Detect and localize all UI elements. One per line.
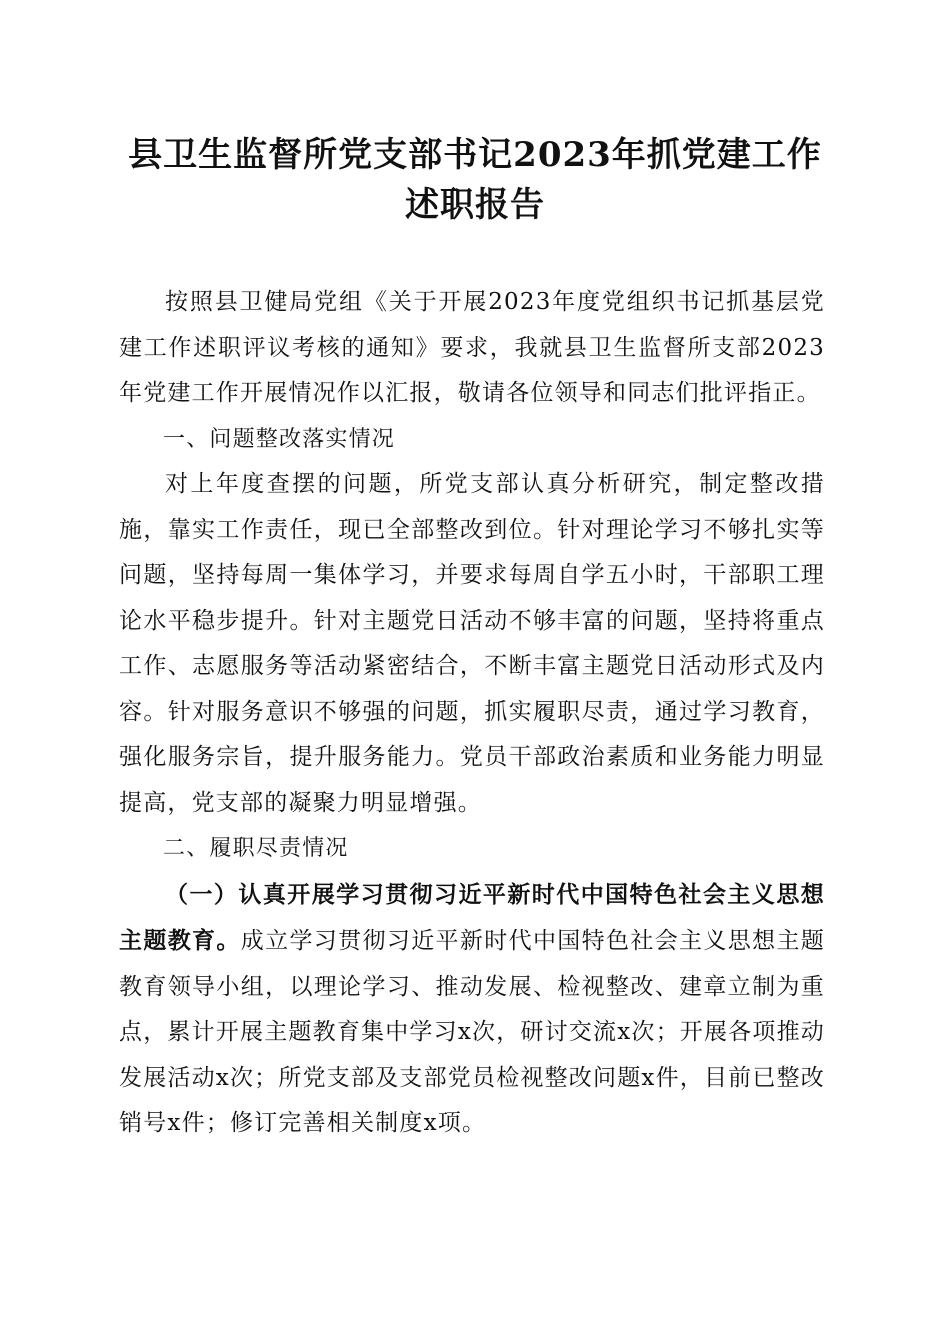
subsection-1-paragraph [119, 872, 825, 1147]
document-title [100, 130, 850, 230]
subsection-1-lead: （一）认真开展学习贯彻习近平新时代中国特色社会主义思想主题教育。 [119, 880, 825, 954]
title-line-2: 述职报告 [405, 185, 545, 225]
document-body [119, 280, 825, 1147]
title-line-1: 县卫生监督所党支部书记2023年抓党建工作 [128, 135, 822, 175]
intro-paragraph: 按照县卫健局党组《关于开展2023年度党组织书记抓基层党建工作述职评议考核的通知》要求，我就县卫生监督所支部2023年党建工作开展情况作以汇报，敬请各位领导和同志们批评指正。 [119, 289, 825, 406]
section-1-paragraph: 对上年度查摆的问题，所党支部认真分析研究，制定整改措施，靠实工作责任，现已全部整改到位。针对理论学习不够扎实等问题，坚持每周一集体学习，并要求每周自学五小时，干部职工理论水平稳步提升。针对主题党日活动不够丰富的问题，坚持将重点工作、志愿服务等活动紧密结合，不断丰富主题党日活动形式及内容。针对服务意识不够强的问题，抓实履职尽责，通过学习教育，强化服务宗旨，提升服务能力。党员干部政治素质和业务能力明显提高，党支部的凝聚力明显增强。 [119, 471, 825, 816]
subsection-1-text: 成立学习贯彻习近平新时代中国特色社会主义思想主题教育领导小组，以理论学习、推动发展、检视整改、建章立制为重点，累计开展主题教育集中学习x次，研讨交流x次；开展各项推动发展活动x次；所党支部及支部党员检视整改问题x件，目前已整改销号x件；修订完善相关制度x项。 [119, 928, 825, 1136]
section-1-heading: 一、问题整改落实情况 [163, 426, 396, 452]
section-2-heading: 二、履职尽责情况 [163, 836, 349, 861]
